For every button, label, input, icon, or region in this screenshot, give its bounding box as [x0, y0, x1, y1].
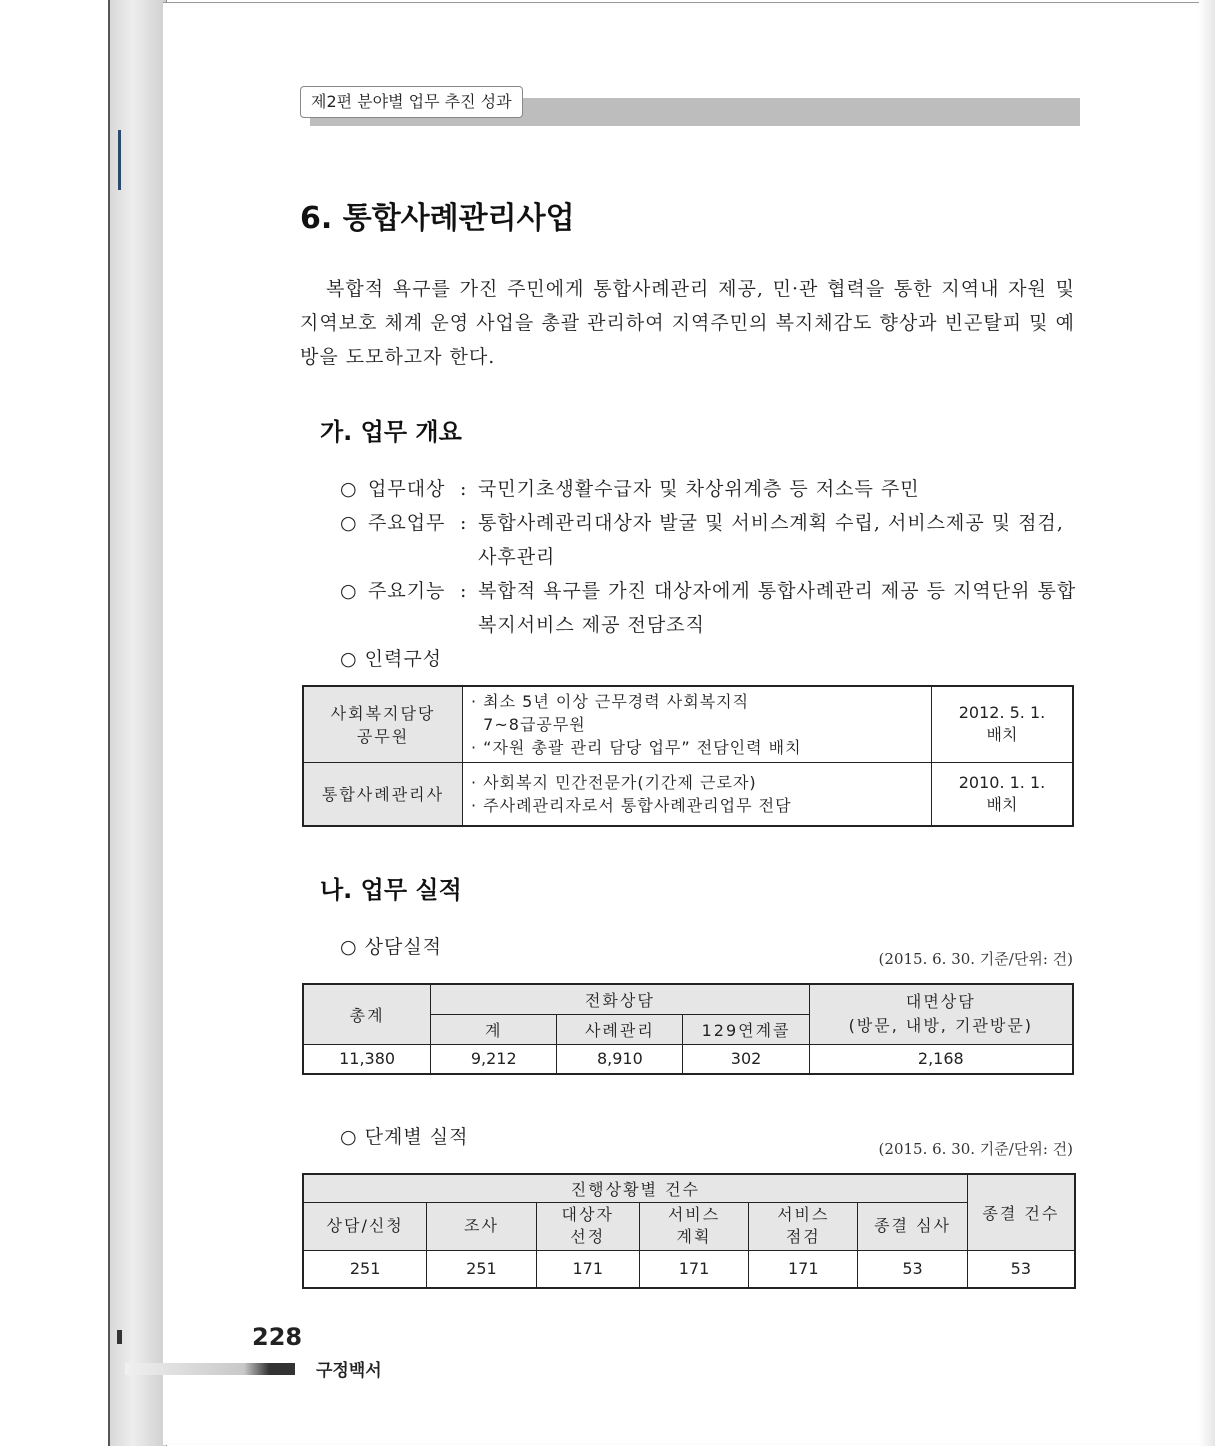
header-phone-129: 129연계콜: [683, 1014, 809, 1044]
table-row: [303, 1174, 1075, 1202]
stage-table: [302, 1173, 1076, 1289]
header-phone: 전화상담: [431, 984, 809, 1014]
intro-paragraph: 복합적 욕구를 가진 주민에게 통합사례관리 제공, 민·관 협력을 통한 지역내 자원 및 지역보호 체계 운영 사업을 총괄 관리하여 지역주민의 복지체감도 향상과 빈곤탈피 및 예방을 도모하고자 한다.: [300, 278, 1075, 368]
list-item: ○ 주요업무 : 통합사례관리대상자 발굴 및 서비스계획 수립, 서비스제공 및 점검, 사후관리: [340, 512, 1064, 568]
book-title: 구정백서: [316, 1361, 382, 1381]
header-phone-case: 사례관리: [557, 1014, 683, 1044]
desc-cell: · 사회복지 민간전문가(기간제 근로자) · 주사례관리자로서 통합사례관리업무 전담: [463, 762, 932, 826]
table-row: [303, 1202, 1075, 1250]
consult-unit: (2015. 6. 30. 기준/단위: 건): [878, 950, 1073, 968]
role-cell: 통합사례관리사: [303, 762, 463, 826]
value-stage: 171: [536, 1250, 639, 1288]
date-cell: 2010. 1. 1. 배치: [932, 762, 1074, 826]
header-stage: 서비스 계획: [639, 1202, 748, 1250]
consult-table: [302, 983, 1074, 1075]
header-stage: 조사: [427, 1202, 536, 1250]
table-row: [303, 762, 1073, 826]
value-final: 53: [967, 1250, 1075, 1288]
header-total: 총계: [303, 984, 431, 1044]
stage-label: ○ 단계별 실적: [340, 1126, 469, 1148]
overview-list: [340, 472, 1080, 676]
header-phone-sum: 계: [431, 1014, 557, 1044]
value-phone-case: 8,910: [557, 1044, 683, 1074]
staff-table: [302, 685, 1074, 827]
page-edge: [1199, 0, 1215, 1446]
table-row: [303, 1250, 1075, 1288]
header-final: 종결 건수: [967, 1174, 1075, 1250]
book-spine: [108, 0, 167, 1446]
value-stage: 251: [303, 1250, 427, 1288]
chapter-label: 제2편 분야별 업무 추진 성과: [300, 86, 523, 118]
spine-mark: [118, 130, 121, 190]
consult-label: ○ 상담실적: [340, 936, 443, 958]
footer-bar: [125, 1363, 295, 1375]
page-number: 228: [252, 1323, 303, 1351]
page-title: 6. 통합사례관리사업: [300, 201, 575, 236]
list-item: ○ 주요기능 : 복합적 욕구를 가진 대상자에게 통합사례관리 제공 등 지역단위 통합복지서비스 제공 전담조직: [340, 580, 1077, 636]
section-a-heading: 가. 업무 개요: [320, 418, 462, 446]
header-stage: 대상자 선정: [536, 1202, 639, 1250]
role-cell: 사회복지담당 공무원: [303, 686, 463, 762]
table-row: [303, 1044, 1073, 1074]
value-stage: 171: [639, 1250, 748, 1288]
header-stage: 종결 심사: [858, 1202, 967, 1250]
value-stage: 251: [427, 1250, 536, 1288]
header-face: 대면상담 (방문, 내방, 기관방문): [809, 984, 1073, 1044]
value-stage: 53: [858, 1250, 967, 1288]
desc-cell: · 최소 5년 이상 근무경력 사회복지직 7~8급공무원 · “자원 총괄 관리 담당 업무” 전담인력 배치: [463, 686, 932, 762]
table-row: [303, 984, 1073, 1014]
table-row: [303, 686, 1073, 762]
value-total: 11,380: [303, 1044, 431, 1074]
value-phone-sum: 9,212: [431, 1044, 557, 1074]
value-face: 2,168: [809, 1044, 1073, 1074]
staff-label: ○ 인력구성: [340, 648, 443, 670]
header-group: 진행상황별 건수: [303, 1174, 967, 1202]
value-phone-129: 302: [683, 1044, 809, 1074]
header-stage: 서비스 점검: [749, 1202, 858, 1250]
list-item: ○ 업무대상 : 국민기초생활수급자 및 차상위계층 등 저소득 주민: [340, 478, 920, 500]
value-stage: 171: [749, 1250, 858, 1288]
stage-unit: (2015. 6. 30. 기준/단위: 건): [878, 1140, 1073, 1158]
header-stage: 상담/신청: [303, 1202, 427, 1250]
spine-mark-bottom: [117, 1330, 122, 1344]
section-b-heading: 나. 업무 실적: [320, 876, 462, 904]
date-cell: 2012. 5. 1. 배치: [932, 686, 1074, 762]
